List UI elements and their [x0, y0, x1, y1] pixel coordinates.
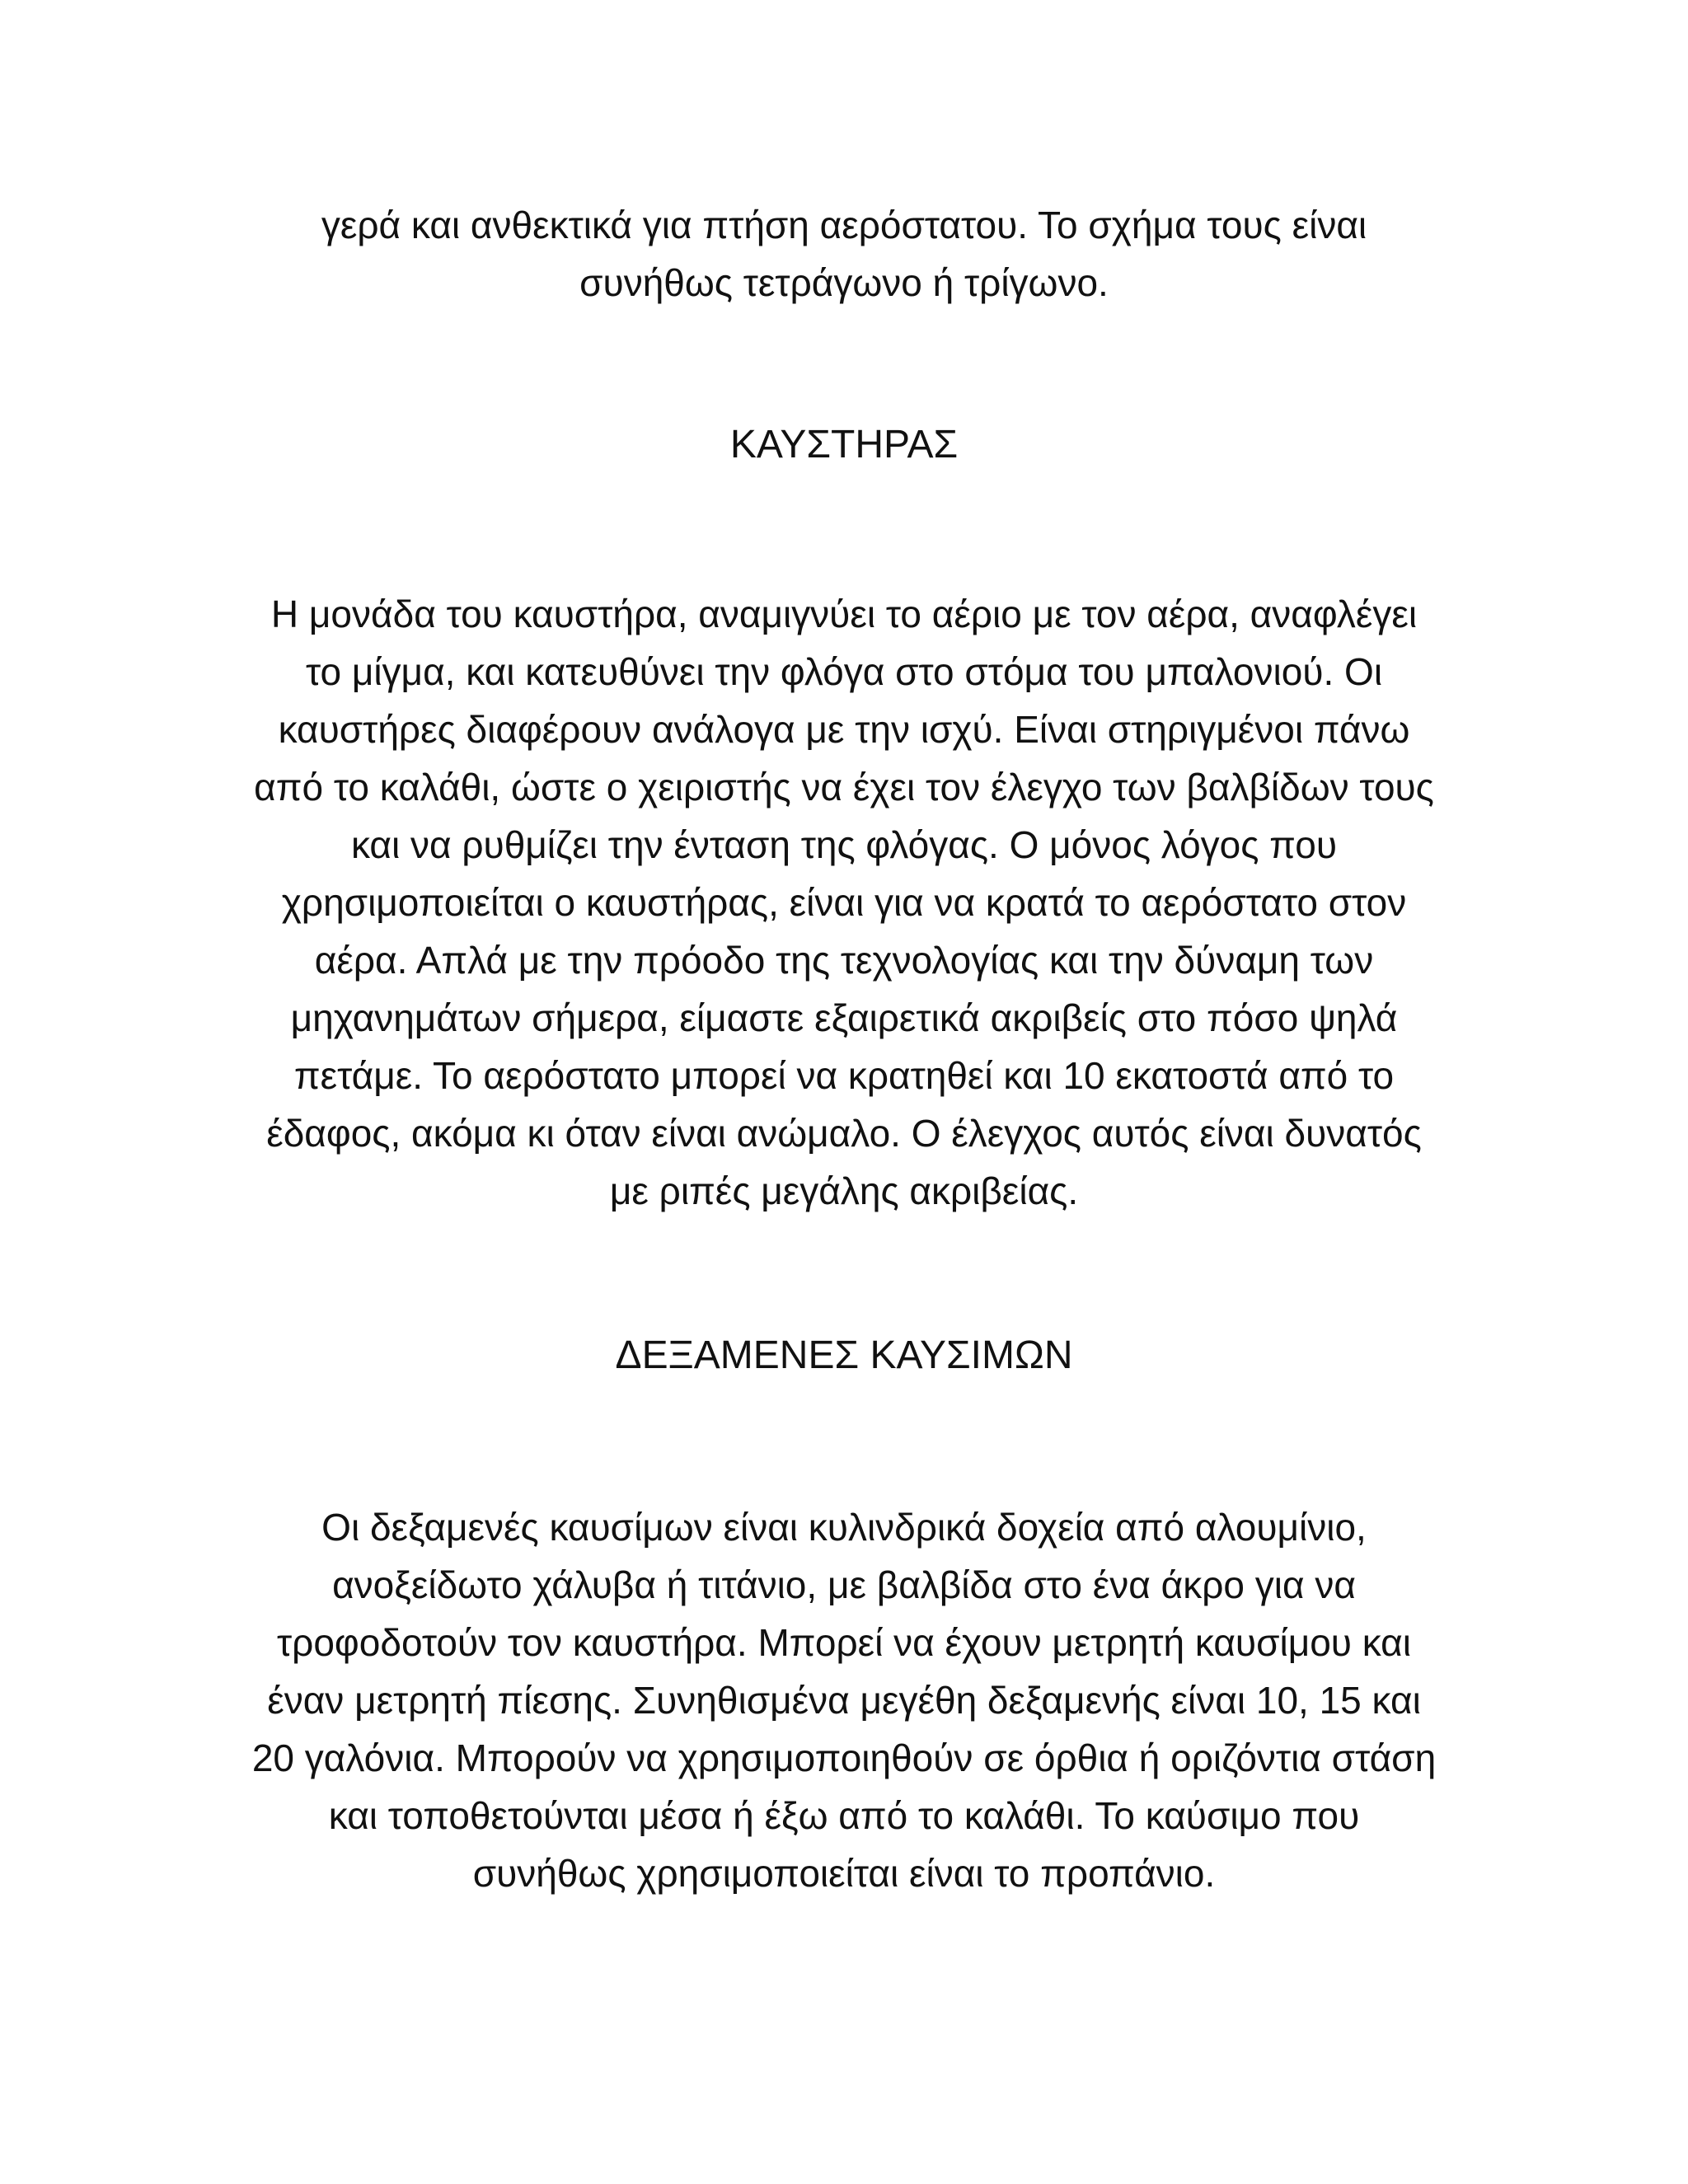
paragraph-line: μηχανημάτων σήμερα, είμαστε εξαιρετικά ακριβείς στο πόσο ψηλά — [290, 996, 1398, 1039]
paragraph-line: και να ρυθμίζει την ένταση της φλόγας. Ο μόνος λόγος που — [350, 823, 1338, 866]
paragraph-line: χρησιμοποιείται ο καυστήρας, είναι για να κρατά το αερόστατο στον — [281, 881, 1407, 924]
paragraph-line: καυστήρες διαφέρουν ανάλογα με την ισχύ. Είναι στηριγμένοι πάνω — [278, 708, 1410, 751]
paragraph-line: γερά και ανθεκτικά για πτήση αερόστατου. Το σχήμα τους είναι — [321, 204, 1367, 246]
section-heading-fuel-tanks — [190, 1327, 1498, 1385]
paragraph-line: συνήθως τετράγωνο ή τρίγωνο. — [579, 261, 1109, 304]
intro-paragraph — [190, 196, 1498, 312]
paragraph-line: Οι δεξαμενές καυσίμων είναι κυλινδρικά δοχεία από αλουμίνιο, — [321, 1506, 1367, 1549]
burner-paragraph — [190, 585, 1498, 1220]
paragraph-line: το μίγμα, και κατευθύνει την φλόγα στο στόμα του μπαλονιού. Οι — [305, 650, 1383, 693]
paragraph-line: συνήθως χρησιμοποιείται είναι το προπάνιο. — [472, 1852, 1216, 1895]
section-heading: ΚΑΥΣΤΗΡΑΣ — [729, 423, 959, 466]
paragraph-line: έναν μετρητή πίεσης. Συνηθισμένα μεγέθη δεξαμενής είναι 10, 15 και — [267, 1679, 1421, 1722]
paragraph-line: και τοποθετούνται μέσα ή έξω από το καλάθι. Το καύσιμο που — [328, 1794, 1360, 1837]
section-heading: ΔΕΞΑΜΕΝΕΣ ΚΑΥΣΙΜΩΝ — [615, 1333, 1073, 1377]
section-heading-burner — [190, 416, 1498, 474]
fuel-tanks-paragraph — [190, 1498, 1498, 1902]
paragraph-line: 20 γαλόνια. Μπορούν να χρησιμοποιηθούν σε όρθια ή οριζόντια στάση — [251, 1736, 1437, 1779]
paragraph-line: Η μονάδα του καυστήρα, αναμιγνύει το αέριο με τον αέρα, αναφλέγει — [270, 593, 1418, 635]
paragraph-line: αέρα. Απλά με την πρόοδο της τεχνολογίας και την δύναμη των — [314, 939, 1374, 982]
paragraph-line: πετάμε. Το αερόστατο μπορεί να κρατηθεί και 10 εκατοστά από το — [293, 1054, 1395, 1097]
paragraph-line: τροφοδοτούν τον καυστήρα. Μπορεί να έχουν μετρητή καυσίμου και — [277, 1621, 1411, 1664]
paragraph-line: έδαφος, ακόμα κι όταν είναι ανώμαλο. Ο έλεγχος αυτός είναι δυνατός — [266, 1112, 1422, 1155]
paragraph-line: ανοξείδωτο χάλυβα ή τιτάνιο, με βαλβίδα στο ένα άκρο για να — [332, 1563, 1356, 1606]
paragraph-line: από το καλάθι, ώστε ο χειριστής να έχει τον έλεγχο των βαλβίδων τους — [254, 766, 1434, 808]
paragraph-line: με ριπές μεγάλης ακριβείας. — [609, 1169, 1079, 1212]
